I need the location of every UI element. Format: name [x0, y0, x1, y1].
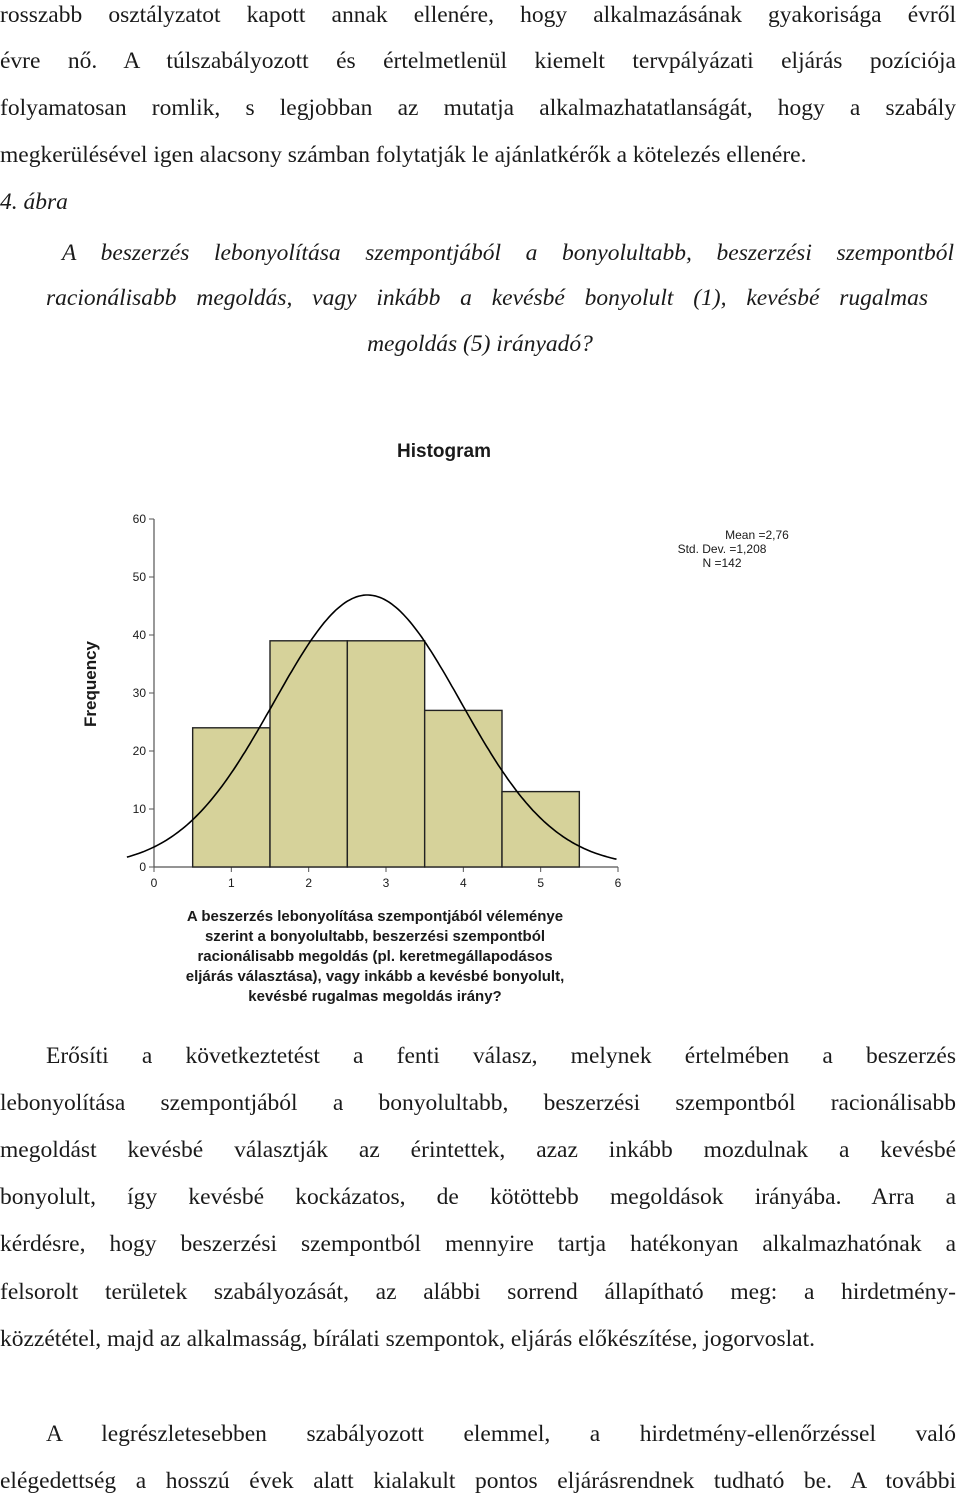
stat-n: N =142 [702, 556, 742, 570]
caption-line: megoldás (5) irányadó? [367, 331, 593, 357]
x-axis-label-line: racionálisabb megoldás (pl. keretmegállapodásos [197, 948, 553, 965]
histogram-bar [347, 641, 424, 867]
x-axis-label-line: kevésbé rugalmas megoldás irány? [248, 988, 502, 1005]
histogram-chart [60, 425, 860, 1025]
stat-std-dev: Std. Dev. =1,208 [677, 542, 767, 556]
paragraph-line: megkerülésével igen alacsony számban folytatják le ajánlatkérők a kötelezés ellenére. [0, 142, 807, 168]
x-tick-label: 5 [537, 876, 545, 890]
stat-mean: Mean =2,76 [725, 528, 789, 542]
x-tick-label: 6 [614, 876, 622, 890]
paragraph-line: elégedettség a hosszú évek alatt kialakult pontos eljárásrendnek tudható be. A további [0, 1468, 956, 1494]
paragraph-line: lebonyolítása szempontjából a bonyolultabb, beszerzési szempontból racionálisabb [0, 1090, 956, 1116]
x-tick-label: 3 [382, 876, 390, 890]
x-tick-label: 0 [150, 876, 158, 890]
chart-title: Histogram [397, 441, 491, 462]
y-tick-label: 50 [132, 570, 146, 584]
histogram-bar [270, 641, 347, 867]
x-axis-label-line: szerint a bonyolultabb, beszerzési szempontból [204, 928, 546, 945]
y-tick-label: 10 [132, 802, 146, 816]
histogram-bar [193, 728, 270, 867]
paragraph-line: megoldást kevésbé választják az érintettek, azaz inkább mozdulnak a kevésbé [0, 1137, 956, 1163]
paragraph-line: Erősíti a következtetést a fenti válasz, melynek értelmében a beszerzés [46, 1043, 956, 1069]
x-axis-label-line: A beszerzés lebonyolítása szempontjából véleménye [186, 908, 564, 925]
paragraph-line: kérdésre, hogy beszerzési szempontból mennyire tartja hatékonyan alkalmazhatónak a [0, 1231, 956, 1257]
caption-line: A beszerzés lebonyolítása szempontjából a bonyolultabb, beszerzési szempontból [62, 240, 954, 266]
y-axis-label: Frequency [81, 641, 100, 727]
y-tick-label: 40 [132, 628, 146, 642]
histogram-bar [502, 792, 579, 867]
paragraph-line: felsorolt területek szabályozását, az alábbi sorrend állapítható meg: a hirdetmény- [0, 1279, 956, 1305]
histogram-bar [425, 710, 502, 867]
chart-stats [678, 528, 790, 570]
y-tick-label: 0 [139, 860, 146, 874]
x-tick-label: 1 [227, 876, 235, 890]
paragraph-line: évre nő. A túlszabályozott és értelmetlenül kiemelt tervpályázati eljárás pozíciója [0, 48, 956, 74]
paragraph-line: rosszabb osztályzatot kapott annak ellenére, hogy alkalmazásának gyakorisága évről [0, 2, 956, 28]
paragraph-line: bonyolult, így kevésbé kockázatos, de kötöttebb megoldások irányába. Arra a [0, 1184, 956, 1210]
x-tick-label: 2 [305, 876, 313, 890]
paragraph-line: A legrészletesebben szabályozott elemmel, a hirdetmény-ellenőrzéssel való [46, 1421, 956, 1447]
y-tick-label: 30 [132, 686, 146, 700]
y-tick-label: 20 [132, 744, 146, 758]
x-axis-label-line: eljárás választása), vagy inkább a kevésbé bonyolult, [185, 968, 565, 985]
figure-label: 4. ábra [0, 189, 68, 215]
caption-line: racionálisabb megoldás, vagy inkább a kevésbé bonyolult (1), kevésbé rugalmas [46, 285, 928, 311]
paragraph-line: folyamatosan romlik, s legjobban az mutatja alkalmazhatatlanságát, hogy a szabály [0, 95, 956, 121]
x-axis-label [186, 908, 565, 1005]
paragraph-line: közzététel, majd az alkalmasság, bírálati szempontok, eljárás előkészítése, jogorvoslat. [0, 1326, 816, 1352]
y-tick-label: 60 [132, 512, 146, 526]
x-tick-label: 4 [459, 876, 467, 890]
